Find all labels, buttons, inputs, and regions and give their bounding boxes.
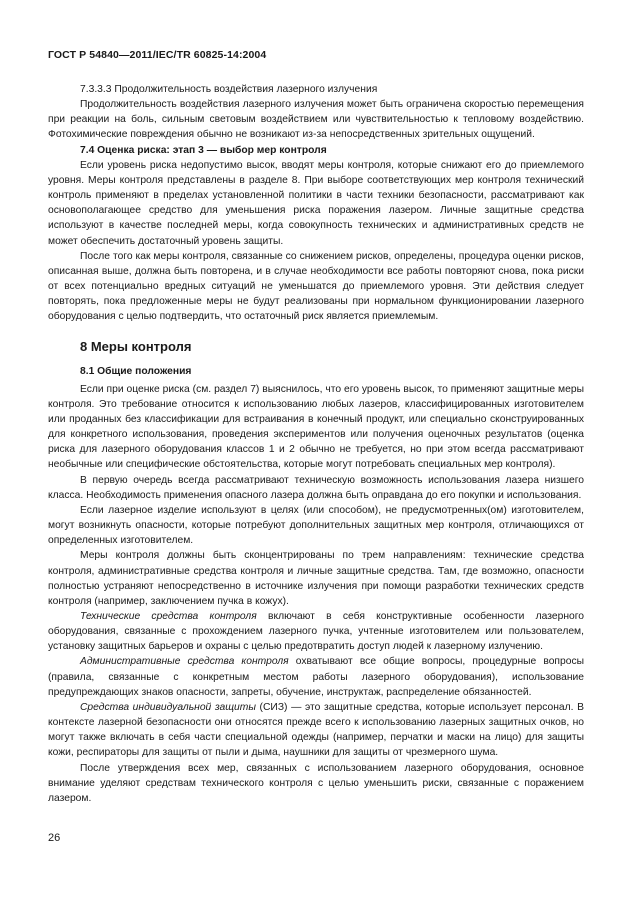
paragraph: В первую очередь всегда рассматривают техническую возможность использования лазера низшего класса. Необходимость применения опасного лазера должна быть оправдана до его покупки и использования. (48, 474, 584, 501)
paragraph (48, 700, 584, 761)
paragraph (48, 654, 584, 699)
paragraph: Если уровень риска недопустимо высок, вводят меры контроля, которые снижают его до приемлемого уровня. Меры контроля представлены в разделе 8. При выборе соответствующих мер контроля технический контроль применяют в пределах установленной политики в части техники безопасности, рассматривают как основополагающее средство для уменьшения риска поражения лазером. Личные защитные средства используют в качестве последней меры, когда совокупность технических и административных средств не может обеспечить достаточный уровень защиты. (48, 159, 584, 247)
paragraph: Если при оценке риска (см. раздел 7) выяснилось, что его уровень высок, то применяют защитные меры контроля. Это требование относится к использованию любых лазеров, классифицированных изготовителем или проданных без классификации для встраивания в конечный продукт, или специально сконструированных для конкретного использования, проведения экспериментов или получения оценочных результатов (оценка риска для лазерного оборудования классов 1 и 2 обычно не требуется, но при этом всегда рассматривают необычные или специфические обстоятельства, которые могут потребовать специальных мер контроля). (48, 383, 584, 471)
paragraph: После того как меры контроля, связанные со снижением рисков, определены, процедура оценки рисков, описанная выше, должна быть повторена, и в случае необходимости все работы повторяют снова, пока риски от всех потенциально вредных ситуаций не уменьшатся до приемлемого уровня. Эти действия следует повторять, пока предложенные меры не будут реализованы при нормальном функционировании лазерного оборудования с целью подтвердить, что остаточный риск является приемлемым. (48, 250, 584, 323)
paragraph: Меры контроля должны быть сконцентрированы по трем направлениям: технические средства контроля, административные средства контроля и личные защитные средства. Там, где возможно, опасности полностью устраняют непосредственно в источнике излучения при помощи разработки технических средств контроля (например, заключением пучка в кожух). (48, 550, 584, 607)
section-74-title: 7.4 Оценка риска: этап 3 — выбор мер контроля (80, 144, 327, 156)
term-administrative-controls: Административные средства контроля (80, 656, 289, 668)
term-ppe: Средства индивидуальной защиты (80, 701, 256, 713)
section-81-title: 8.1 Общие положения (80, 365, 192, 377)
paragraph-text: включают в себя конструктивные особенности лазерного оборудования, связанные с прохождением лазерного пучка, учтенные изготовителем или пользователем, установку защитных барьеров и охраны с целью предотвратить доступ людей к лазерному излучению. (48, 611, 585, 653)
document-body (48, 82, 584, 806)
paragraph: После утверждения всех мер, связанных с использованием лазерного оборудования, основное внимание уделяют средствам технического контроля с целью уменьшить риски, связанные с поражением лазером. (48, 762, 584, 804)
section-8-title: 8 Меры контроля (80, 338, 192, 354)
term-technical-controls: Технические средства контроля (80, 611, 257, 622)
paragraph-text: охватывают все общие вопросы, процедурные вопросы (правила, связанные с конкретным местом работы лазерного оборудования), использование предупреждающих знаков опасности, запреты, обучение, инструктаж, распределение обязанностей. (48, 656, 584, 698)
paragraph: Продолжительность воздействия лазерного излучения может быть ограничена скоростью перемещения при реакции на боль, сильным световым воздействием или чувствительностью к тепловому воздействию. Фотохимические повреждения обычно не возникают из-за непосредственных зрительных ощущений. (48, 99, 584, 141)
paragraph (48, 609, 584, 654)
page-number: 26 (48, 832, 61, 844)
paragraph-text: (СИЗ) — это защитные средства, которые использует персонал. В контексте лазерной безопасности они относятся прежде всего к использованию лазерных защитных очков, но могут также включать в себя части специальной одежды (например, перчатки и маски на лицо) для защиты кожи, респираторы для защиты от пыли и дыма, наушники для защиты от чрезмерного шума. (48, 701, 585, 759)
paragraph: Если лазерное изделие используют в целях (или способом), не предусмотренных(ом) изготовителем, могут возникнуть опасности, которые потребуют дополнительных защитных мер контроля, отличающихся от определенных изготовителем. (48, 504, 584, 547)
document-header: ГОСТ Р 54840—2011/IEC/TR 60825-14:2004 (48, 49, 267, 61)
section-7333-title: 7.3.3.3 Продолжительность воздействия лазерного излучения (80, 84, 378, 95)
